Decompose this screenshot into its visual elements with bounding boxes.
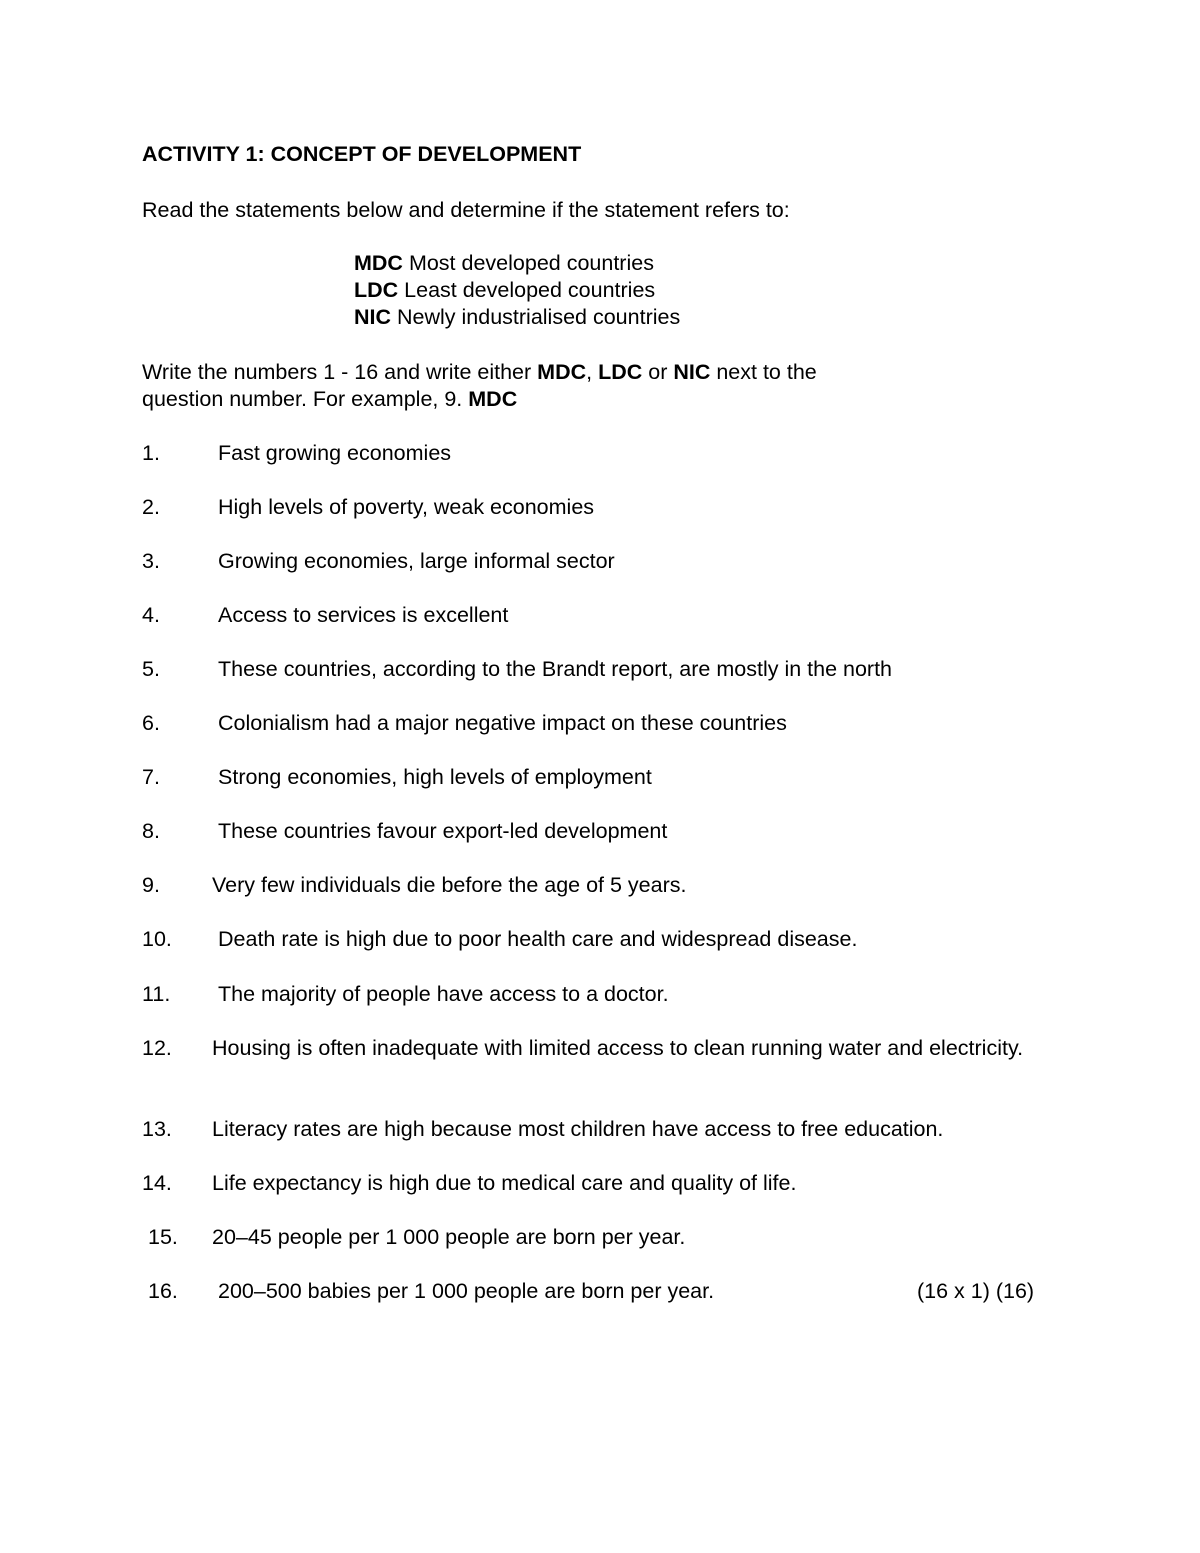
question-text: Housing is often inadequate with limited access to clean running water and electricity. — [212, 1036, 1024, 1060]
question-text: Strong economies, high levels of employment — [218, 765, 652, 789]
legend-abbr: LDC — [354, 278, 399, 302]
write-instruction-line-1 — [142, 359, 942, 386]
legend-abbr: MDC — [354, 251, 403, 275]
question-number: 15. — [148, 1225, 178, 1249]
question-text: Growing economies, large informal sector — [218, 549, 615, 573]
write-text: question number. For example, 9. — [142, 387, 469, 411]
question-number: 12. — [142, 1036, 172, 1060]
activity-title: ACTIVITY 1: CONCEPT OF DEVELOPMENT — [142, 142, 582, 166]
question-text: Death rate is high due to poor health care and widespread disease. — [218, 927, 858, 951]
write-instruction-line-2 — [142, 386, 942, 413]
marks-allocation: (16 x 1) (16) — [917, 1279, 1035, 1303]
instruction-text: Read the statements below and determine if the statement refers to: — [142, 198, 790, 222]
question-text: These countries, according to the Brandt report, are mostly in the north — [218, 657, 893, 681]
question-number: 11. — [142, 982, 171, 1006]
question-number: 10. — [142, 927, 172, 951]
write-text: Write the numbers 1 - 16 and write either — [142, 360, 538, 384]
legend-item-ldc — [354, 277, 680, 304]
question-number: 2. — [142, 495, 160, 519]
question-text: Life expectancy is high due to medical care and quality of life. — [212, 1171, 797, 1195]
question-number: 9. — [142, 873, 160, 897]
question-number: 14. — [142, 1171, 172, 1195]
question-text: These countries favour export-led development — [218, 819, 668, 843]
legend-label: Most developed countries — [402, 251, 654, 275]
question-number: 6. — [142, 711, 160, 735]
question-number: 13. — [142, 1117, 172, 1141]
write-text: next to the — [710, 360, 817, 384]
write-example: MDC — [468, 387, 518, 411]
question-text: Access to services is excellent — [218, 603, 509, 627]
question-text: The majority of people have access to a doctor. — [218, 982, 669, 1006]
question-text: Fast growing economies — [218, 441, 452, 465]
write-ldc: LDC — [598, 360, 643, 384]
write-text: or — [642, 360, 674, 384]
question-text: 20–45 people per 1 000 people are born per year. — [212, 1225, 686, 1249]
question-text: High levels of poverty, weak economies — [218, 495, 595, 519]
question-number: 7. — [142, 765, 160, 789]
question-number: 16. — [148, 1279, 178, 1303]
write-nic: NIC — [673, 360, 711, 384]
write-instruction — [142, 359, 942, 413]
question-text: Literacy rates are high because most children have access to free education. — [212, 1117, 944, 1141]
legend-item-mdc — [354, 250, 680, 277]
question-number: 5. — [142, 657, 160, 681]
question-text: Very few individuals die before the age of 5 years. — [212, 873, 687, 897]
question-number: 1. — [142, 441, 160, 465]
question-number: 3. — [142, 549, 160, 573]
legend-abbr: NIC — [354, 305, 392, 329]
legend-item-nic — [354, 304, 680, 331]
question-text: 200–500 babies per 1 000 people are born per year. — [218, 1279, 715, 1303]
question-number: 8. — [142, 819, 160, 843]
abbreviation-legend — [354, 250, 680, 331]
question-item — [142, 1035, 1062, 1089]
write-mdc: MDC — [537, 360, 587, 384]
question-number: 4. — [142, 603, 160, 627]
legend-label: Least developed countries — [398, 278, 656, 302]
question-text: Colonialism had a major negative impact on these countries — [218, 711, 787, 735]
write-text: , — [586, 360, 599, 384]
legend-label: Newly industrialised countries — [391, 305, 681, 329]
